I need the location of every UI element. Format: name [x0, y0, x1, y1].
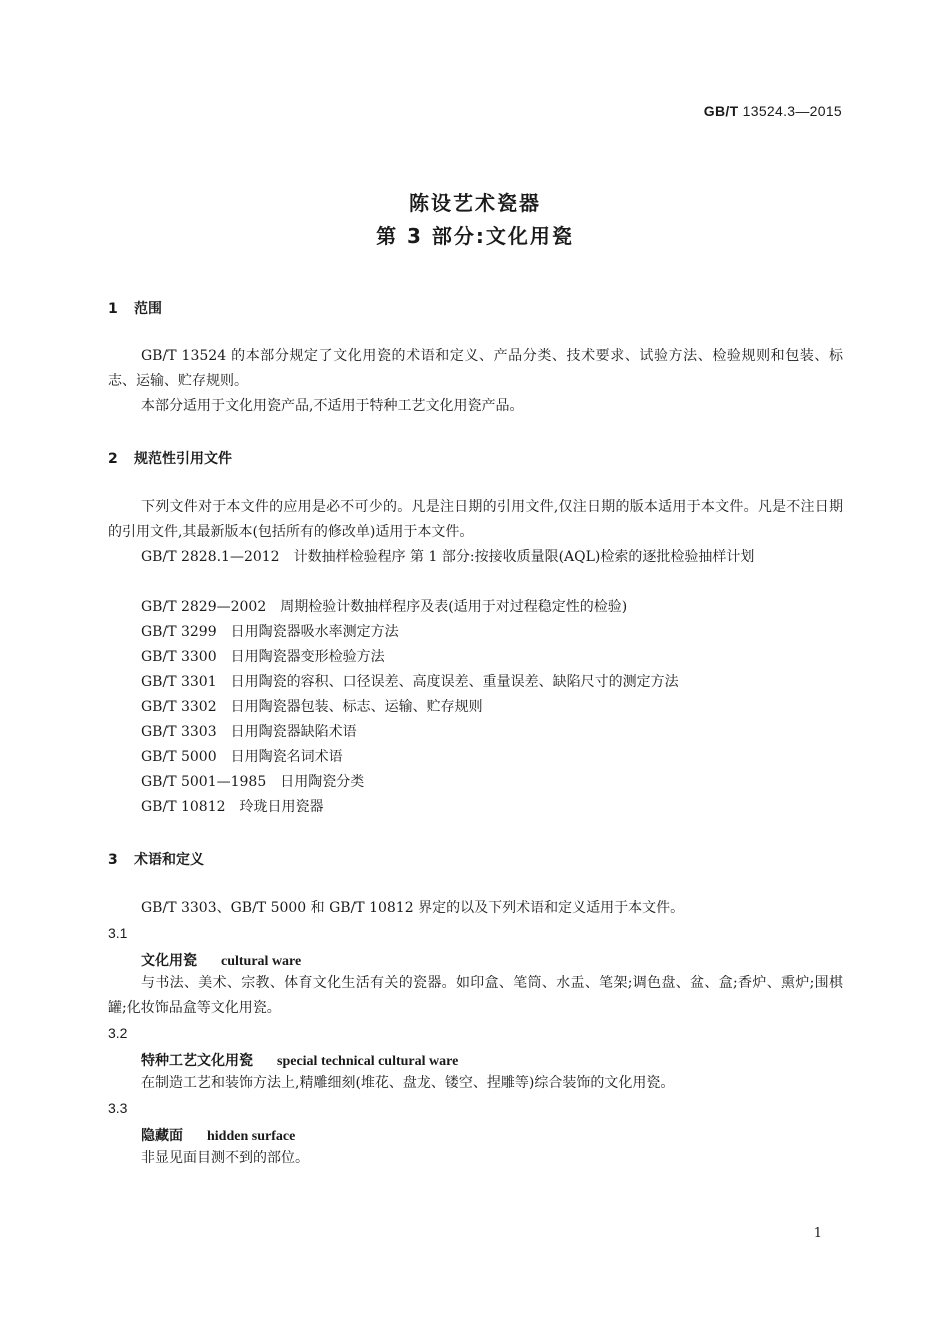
section-1-para-2: 本部分适用于文化用瓷产品,不适用于特种工艺文化用瓷产品。 [141, 398, 524, 414]
section-3-heading: 3 术语和定义 [108, 852, 204, 868]
ref-item: GB/T 2829—2002 周期检验计数抽样程序及表(适用于对过程稳定性的检验) [141, 599, 628, 615]
term-heading: 特种工艺文化用瓷 special technical cultural ware [141, 1053, 459, 1069]
doc-title: 陈设艺术瓷器 [409, 191, 541, 215]
term-heading: 文化用瓷 cultural ware [141, 953, 302, 969]
ref-item: GB/T 5001—1985 日用陶瓷分类 [141, 774, 365, 790]
page-number: 1 [813, 1226, 822, 1241]
section-1-heading: 1 范围 [108, 301, 162, 317]
term-definition: 在制造工艺和装饰方法上,精雕细刻(堆花、盘龙、镂空、捏雕等)综合装饰的文化用瓷。 [141, 1075, 675, 1091]
term-number: 3.3 [108, 1100, 128, 1116]
term-definition: 与书法、美术、宗教、体育文化生活有关的瓷器。如印盒、笔筒、水盂、笔架;调色盘、盆、盒;香炉、熏炉;围棋罐;化妆饰品盒等文化用瓷。 [108, 975, 843, 1016]
section-1-para-1: GB/T 13524 的本部分规定了文化用瓷的术语和定义、产品分类、技术要求、试验方法、检验规则和包装、标志、运输、贮存规则。 [108, 348, 843, 389]
ref-item: GB/T 3301 日用陶瓷的容积、口径误差、高度误差、重量误差、缺陷尺寸的测定方法 [141, 674, 679, 690]
ref-item: GB/T 3300 日用陶瓷器变形检验方法 [141, 649, 385, 665]
term-heading: 隐藏面 hidden surface [141, 1128, 296, 1144]
ref-item: GB/T 3303 日用陶瓷器缺陷术语 [141, 724, 357, 740]
term-definition: 非显见面目测不到的部位。 [141, 1150, 309, 1166]
term-number: 3.1 [108, 925, 128, 941]
term-number: 3.2 [108, 1025, 128, 1041]
doc-subtitle: 第 3 部分:文化用瓷 [376, 224, 574, 248]
standard-number: 13524.3—2015 [742, 103, 842, 119]
section-3-intro: GB/T 3303、GB/T 5000 和 GB/T 10812 界定的以及下列术语和定义适用于本文件。 [141, 900, 685, 916]
ref-item: GB/T 3302 日用陶瓷器包装、标志、运输、贮存规则 [141, 699, 483, 715]
ref-item: GB/T 5000 日用陶瓷名词术语 [141, 749, 343, 765]
ref-item: GB/T 10812 玲珑日用瓷器 [141, 799, 324, 815]
ref-item: GB/T 2828.1—2012 计数抽样检验程序 第 1 部分:按接收质量限(AQL)检索的逐批检验抽样计划 [141, 549, 755, 565]
section-2-intro: 下列文件对于本文件的应用是必不可少的。凡是注日期的引用文件,仅注日期的版本适用于本文件。凡是不注日期的引用文件,其最新版本(包括所有的修改单)适用于本文件。 [108, 499, 843, 540]
standard-prefix: GB/T [703, 103, 739, 119]
section-2-heading: 2 规范性引用文件 [108, 451, 232, 467]
ref-item: GB/T 3299 日用陶瓷器吸水率测定方法 [141, 624, 399, 640]
standard-code [704, 103, 842, 119]
